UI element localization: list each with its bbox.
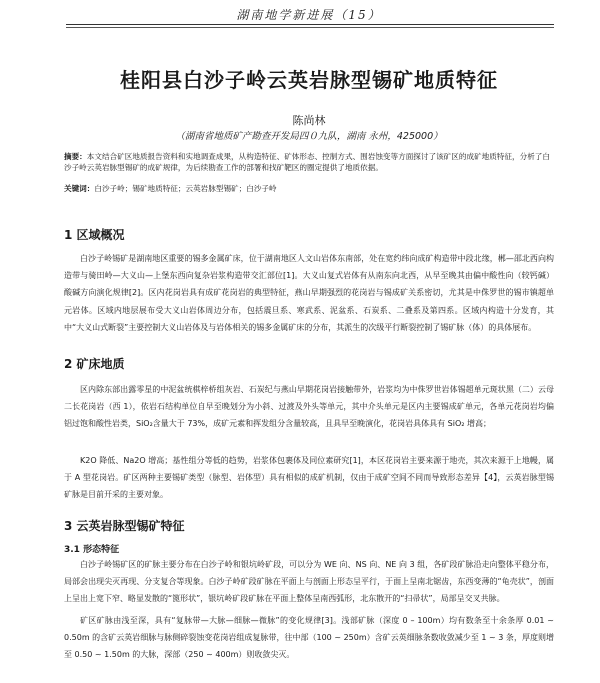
abstract	[64, 151, 554, 173]
author-name: 陈尚林	[292, 114, 326, 127]
section-2-paragraph-1: 区内除东部出露零星的中泥盆统棋梓桥组灰岩、石炭纪与燕山早期花岗岩接触带外，岩浆均为中侏罗世岩体锡超单元斑状黑（二）云母二长花岗岩（西 1），依岩石结构单位自早至晚划分为小斜、过渡及外头等单元，其中介头单元是区内主要锡成矿单元，各单元花岗岩均偏铝过饱和酸性岩类，SiO₂含量大于 73%，成矿元素和挥发组分含量较高，且具早至晚演化，花岗岩具体具有 SiO₂ 增高；	[64, 385, 554, 429]
keywords-label: 关键词：	[64, 184, 95, 193]
subsection-3-1-paragraph-1: 白沙子岭锡矿区的矿脉主要分布在白沙子岭和银坑岭矿段，可以分为 WE 向、NS 向、NE 向 3 组，各矿段矿脉沿走向整体平稳分布，局部会出现尖灭再现、分支复合等现象。白沙子岭矿段矿脉在平面上与剖面上形态呈平行，于面上呈南北锯齿，东西变薄的“龟壳状”，剖面上呈出上宽下窄、略显发散的“篦形状”，银坑岭矿段矿脉在平面上整体呈南西弧形，北东散开的“扫帚状”，局部呈交叉共脉。	[64, 560, 554, 604]
subsection-3-1-paragraph-2: 矿区矿脉由浅至深，具有“复脉带—大脉—细脉—微脉”的变化规律[3]。浅部矿脉（深度 0 – 100m）均有数条至十余条厚 0.01 ~ 0.50m 的含矿云英岩细脉与脉侧碎裂蚀变花岗岩组成复脉带，往中部（100 ~ 250m）含矿云英细脉条数收敛减少至 1 ~ 3 条，厚度则增至 0.50 ~ 1.50m 的大脉，深部（250 ~ 400m）则收敛尖灭。	[64, 616, 554, 660]
abstract-label: 摘要：	[64, 152, 87, 161]
paper-title: 桂阳县白沙子岭云英岩脉型锡矿地质特征	[120, 68, 498, 92]
header-rule-secondary	[66, 27, 554, 28]
section-1-heading: 1 区域概况	[64, 228, 125, 242]
header-rule	[66, 24, 554, 25]
section-1-paragraph: 白沙子岭锡矿是湖南地区重要的锡多金属矿床，位于湖南地区人文山岩体东南部，处在宽约纬向成矿构造带中段北缘，郴—邵北西向构造带与骑田岭—大义山—上堡东西向复杂岩浆构造带交汇部位[1]。大义山复式岩体有从南东向北西，从早至晚其由偏中酸性向（较钙碱）酸碱方向演化规律[2]。区内花岗岩具有成矿花岗岩的典型特征，燕山早期强烈的花岗岩与锡成矿关系密切，尤其是中侏罗世的锡市镇超单元岩体。区域内地层展布受大义山岩体周边分布，包括震旦系、寒武系、泥盆系、石炭系、二叠系及第四系。区域内构造十分发育，其中“大义山式断裂”主要控制大义山岩体及与岩体相关的锡多金属矿床的分布，其派生的次级平行断裂控制了锡矿脉（体）的具体展布。	[64, 254, 554, 332]
keywords-text: 白沙子岭；锡矿地质特征；云英岩脉型锡矿；白沙子岭	[94, 184, 277, 193]
section-2-heading: 2 矿床地质	[64, 357, 125, 371]
author-affiliation: （湖南省地质矿产勘查开发局四０九队，湖南 永州，425000）	[175, 131, 443, 142]
abstract-text: 本文结合矿区地质报告资料和实地调查成果，从构造特征、矿体形态、控制方式、围岩蚀变等方面探讨了该矿区的成矿地质特征，分析了白沙子岭云英岩脉型锡矿的成矿规律，为后续勘查工作的部署和找矿靶区的圈定提供了地质依据。	[64, 152, 550, 172]
section-3-heading: 3 云英岩脉型锡矿特征	[64, 519, 185, 533]
journal-header: 湖南地学新进展（15）	[236, 8, 382, 22]
subsection-3-1-heading: 3.1 形态特征	[64, 545, 120, 555]
section-2-paragraph-2: K2O 降低、Na2O 增高；基性组分等低的趋势，岩浆体包裹体及同位素研究[1]，本区花岗岩主要来源于地壳，其次来源于上地幔，属于 A 型花岗岩。矿区两种主要锡矿类型（脉型、岩体型）具有相似的成矿机制，仅由于成矿空间不同而导致形态差异【4】，云英岩脉型锡矿脉是目前开采的主要对象。	[64, 456, 554, 500]
keywords	[64, 183, 554, 194]
